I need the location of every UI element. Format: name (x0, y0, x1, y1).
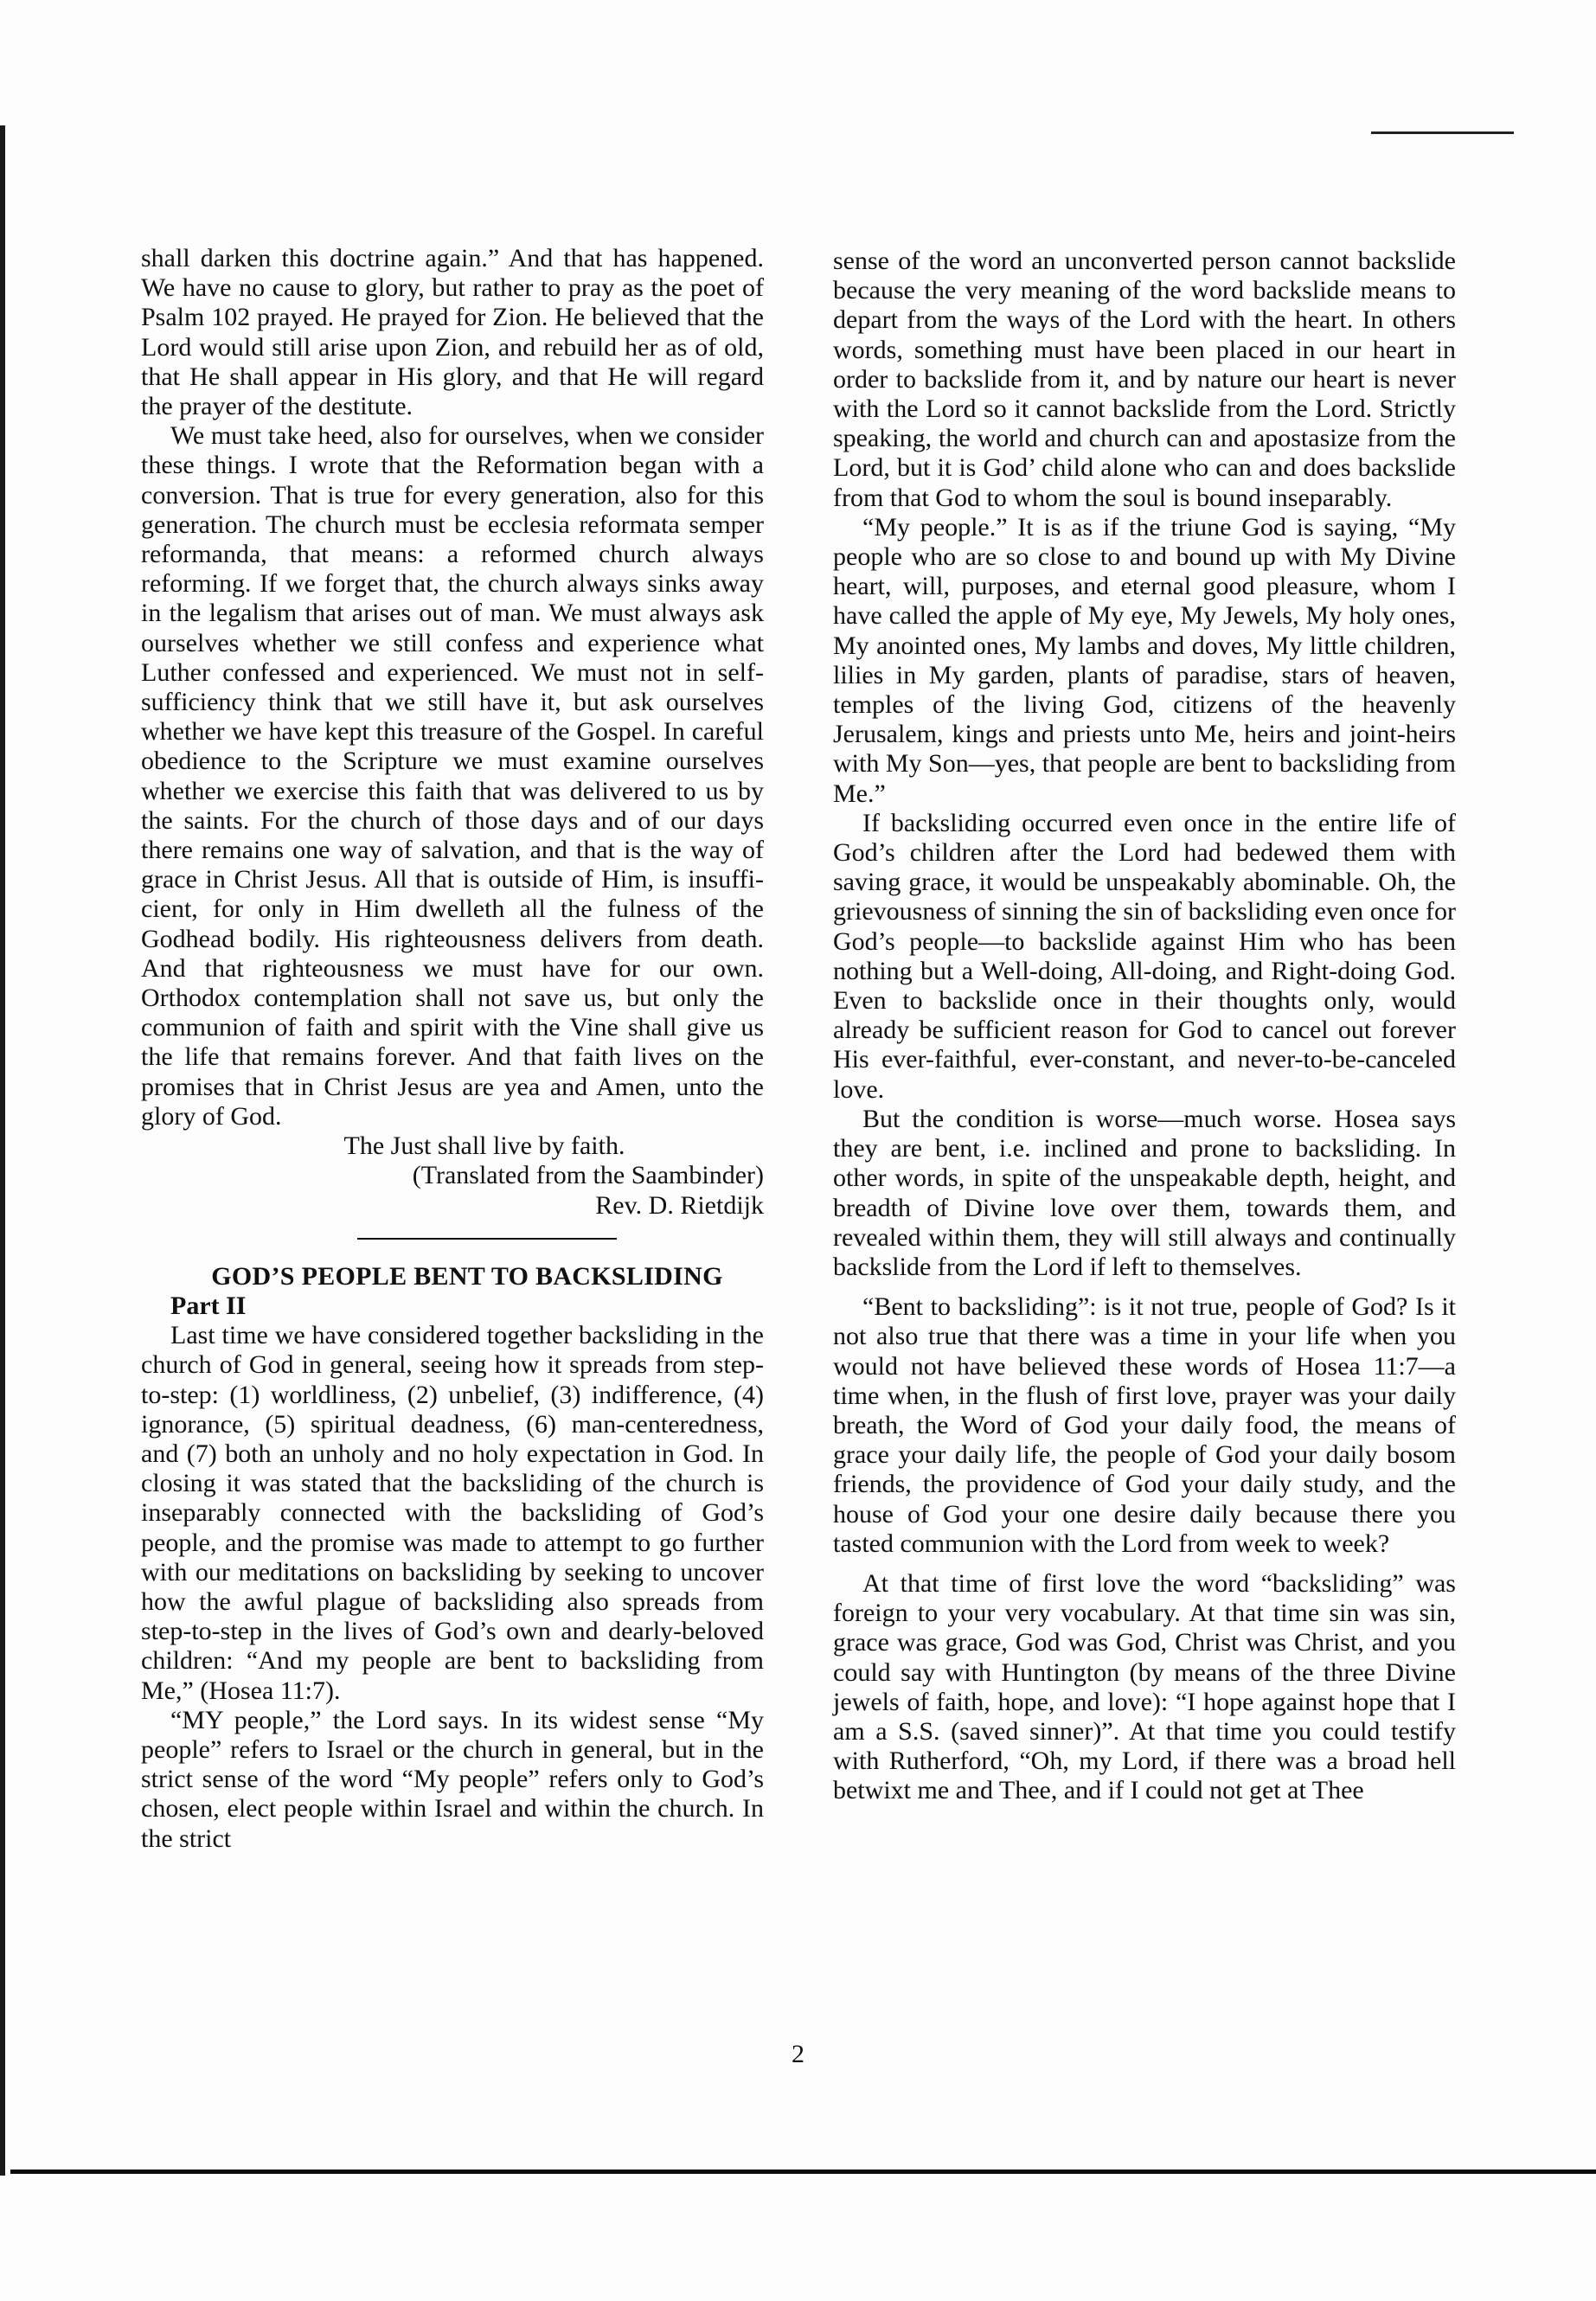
paragraph: “My people.” It is as if the triune God is saying, “My people who are so close to and bound up with My Divine heart, will, purposes, and eternal good pleasure, whom I have called the apple of My eye, My Jewels, My holy ones, My anointed ones, My lambs and doves, My little children, lilies in My garden, plants of paradise, stars of heaven, temples of the living God, citizens of the heavenly Jerusalem, kings and priests unto Me, heirs and joint-heirs with My Son—yes, that people are bent to backsliding from Me.” (833, 512, 1456, 808)
section-divider (357, 1238, 617, 1240)
bottom-rule (10, 2170, 1596, 2174)
paragraph: “MY people,” the Lord says. In its widest sense “My people” refers to Israel or the church in general, but in the strict sense of the word “My people” refers only to God’s chosen, elect people within Israel and within the church. In the strict (141, 1705, 764, 1853)
paragraph: But the condition is worse—much worse. Hosea says they are bent, i.e. inclined and prone to backsliding. In other words, in spite of the unspeakable depth, height, and breadth of Divine love over them, towards them, and revealed within them, they will still always and continually backslide from the Lord if left to themselves. (833, 1104, 1456, 1281)
paragraph: sense of the word an unconverted person cannot backslide because the very meaning of the word backslide means to depart from the ways of the Lord with the heart. In others words, something must have been placed in our heart in order to backslide from it, and by nature our heart is never with the Lord so it cannot backslide from the Lord. Strictly speaking, the world and church can and apostasize from the Lord, but it is God’ child alone who can and does backslide from that God to whom the soul is bound inseparably. (833, 247, 1456, 512)
paragraph: If backsliding occurred even once in the entire life of God’s children after the Lord had bedewed them with saving grace, it would be unspeakably abominable. Oh, the grievousness of sinning the sin of backsliding even once for God’s people—to backslide against Him who has been nothing but a Well-doing, All-doing, and Right-doing God. Even to backslide once in their thoughts only, would already be sufficient reason for God to cancel out forever His ever-faithful, ever-constant, and never-to-be-canceled love. (833, 808, 1456, 1104)
paragraph: At that time of first love the word “backsliding” was foreign to your very vocabulary. At that time sin was sin, grace was grace, God was God, Christ was Christ, and you could say with Huntington (by means of the three Divine jewels of faith, hope, and love): “I hope against hope that I am a S.S. (saved sinner)”. At that time you could testify with Rutherford, “Oh, my Lord, if there was a broad hell betwixt me and Thee, and if I could not get at Thee (833, 1568, 1456, 1805)
right-column (833, 247, 1456, 1806)
article-part: Part II (170, 1291, 247, 1320)
scan-left-edge (0, 125, 5, 2176)
paragraph: We must take heed, also for ourselves, when we consider these things. I wrote that the Reformation began with a conversion. That is true for every generation, also for this generation. The church must be ecclesia reformata semper reformanda, that means: a reformed church always reforming. If we forget that, the church always sinks away in the legalism that arises out of man. We must always ask ourselves whether we still confess and experience what Luther confessed and experienced. We must not in self-sufficiency think that we still have it, but ask ourselves whether we have kept this treasure of the Gospel. In careful obedience to the Scripture we must examine ourselves whether we exercise this faith that was delivered to us by the saints. For the church of those days and of our days there remains one way of salvation, and that is the way of grace in Christ Jesus. All that is outside of Him, is insufficient, for only in Him dwelleth all the fulness of the Godhead bodily. His righteousness delivers from death. And that righteousness we must have for our own. Orthodox contemplation shall not save us, but only the communion of faith and spirit with the Vine shall give us the life that remains forever. And that faith lives on the promises that in Christ Jesus are yea and Amen, unto the glory of God. (141, 421, 764, 1131)
translation-note: (Translated from the Saambinder) (412, 1161, 764, 1190)
left-column (141, 244, 764, 1854)
paragraph: Last time we have considered together backsliding in the church of God in general, seeing how it spreads from step-to-step: (1) worldliness, (2) unbelief, (3) indifference, (4) ignorance, (5) spiritual deadness, (6) man-centeredness, and (7) both an unholy and no holy expectation in God. In closing it was stated that the backsliding of the church is inseparably connected with the backsliding of God’s people, and the promise was made to attempt to go further with our meditations on backsliding by seeking to uncover how the awful plague of backsliding also spreads from step-to-step in the lives of God’s own and dearly-beloved children: “And my people are bent to backsliding from Me,” (Hosea 11:7). (141, 1321, 764, 1705)
top-rule (1371, 131, 1514, 134)
page-number: 2 (792, 2040, 804, 2068)
paragraph: shall darken this doctrine again.” And that has happened. We have no cause to glory, but rather to pray as the poet of Psalm 102 prayed. He prayed for Zion. He believed that the Lord would still arise upon Zion, and rebuild her as of old, that He shall appear in His glory, and that He will regard the prayer of the destitute. (141, 244, 764, 421)
paragraph: “Bent to backsliding”: is it not true, people of God? Is it not also true that there was a time in your life when you would not have believed these words of Hosea 11:7—a time when, in the flush of first love, prayer was your daily breath, the Word of God your daily food, the means of grace your daily life, the people of God your daily bosom friends, the providence of God your daily study, and the house of God your one desire daily because there you tasted communion with the Lord from week to week? (833, 1292, 1456, 1558)
author-signature: Rev. D. Rietdijk (595, 1190, 764, 1220)
article-title: GOD’S PEOPLE BENT TO BACKSLIDING (211, 1261, 723, 1291)
closing-line: The Just shall live by faith. (343, 1131, 625, 1161)
